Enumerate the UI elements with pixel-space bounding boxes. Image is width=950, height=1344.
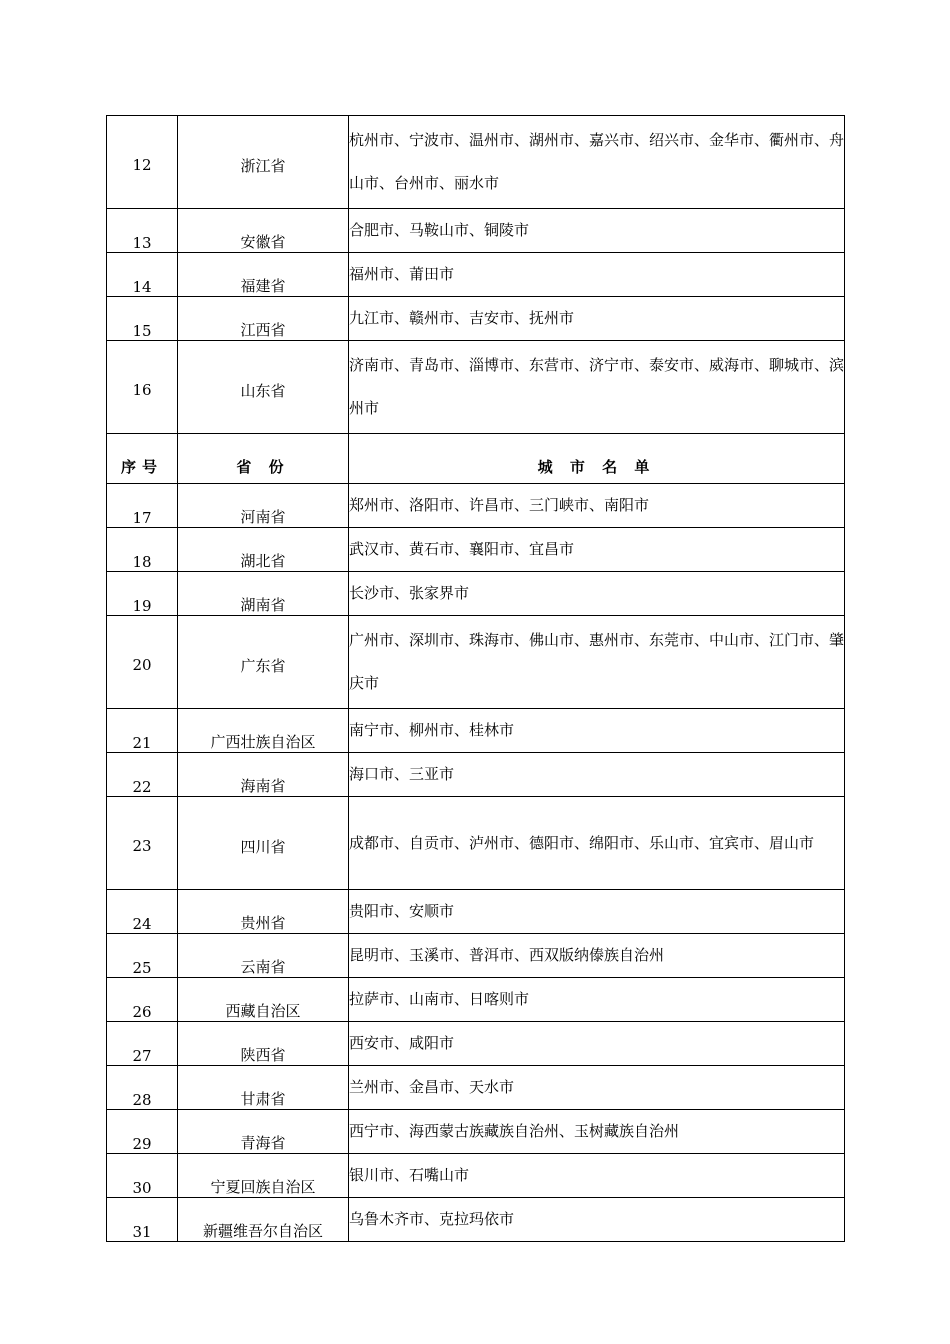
row-cities: 济南市、青岛市、淄博市、东营市、济宁市、泰安市、威海市、聊城市、滨州市 bbox=[349, 341, 845, 434]
row-cities: 九江市、赣州市、吉安市、抚州市 bbox=[349, 297, 845, 341]
table-row bbox=[107, 1022, 845, 1066]
row-cities: 武汉市、黄石市、襄阳市、宜昌市 bbox=[349, 528, 845, 572]
row-province: 湖北省 bbox=[178, 528, 349, 572]
row-index: 16 bbox=[107, 341, 178, 434]
row-cities: 贵阳市、安顺市 bbox=[349, 890, 845, 934]
row-cities: 福州市、莆田市 bbox=[349, 253, 845, 297]
table-row bbox=[107, 797, 845, 890]
city-list-table bbox=[106, 115, 845, 1242]
table-row bbox=[107, 116, 845, 209]
table-row bbox=[107, 616, 845, 709]
row-province: 青海省 bbox=[178, 1110, 349, 1154]
row-cities: 银川市、石嘴山市 bbox=[349, 1154, 845, 1198]
row-province: 浙江省 bbox=[178, 116, 349, 209]
table-row bbox=[107, 978, 845, 1022]
table-row bbox=[107, 890, 845, 934]
table-row bbox=[107, 209, 845, 253]
row-province: 海南省 bbox=[178, 753, 349, 797]
row-province: 新疆维吾尔自治区 bbox=[178, 1198, 349, 1242]
table-body-after-header bbox=[107, 484, 845, 1242]
row-index: 14 bbox=[107, 253, 178, 297]
table-body-before-header bbox=[107, 116, 845, 434]
row-province: 安徽省 bbox=[178, 209, 349, 253]
row-index: 24 bbox=[107, 890, 178, 934]
table-header-row bbox=[107, 434, 845, 484]
header-province: 省 份 bbox=[178, 434, 349, 484]
table-row bbox=[107, 1198, 845, 1242]
row-province: 山东省 bbox=[178, 341, 349, 434]
row-cities: 拉萨市、山南市、日喀则市 bbox=[349, 978, 845, 1022]
table-row bbox=[107, 1110, 845, 1154]
row-cities: 成都市、自贡市、泸州市、德阳市、绵阳市、乐山市、宜宾市、眉山市 bbox=[349, 797, 845, 890]
table-row bbox=[107, 484, 845, 528]
row-index: 25 bbox=[107, 934, 178, 978]
table-row bbox=[107, 1066, 845, 1110]
row-cities: 乌鲁木齐市、克拉玛依市 bbox=[349, 1198, 845, 1242]
table-row bbox=[107, 1154, 845, 1198]
row-cities: 合肥市、马鞍山市、铜陵市 bbox=[349, 209, 845, 253]
row-cities: 郑州市、洛阳市、许昌市、三门峡市、南阳市 bbox=[349, 484, 845, 528]
row-province: 甘肃省 bbox=[178, 1066, 349, 1110]
row-province: 云南省 bbox=[178, 934, 349, 978]
row-index: 30 bbox=[107, 1154, 178, 1198]
table-row bbox=[107, 253, 845, 297]
row-index: 18 bbox=[107, 528, 178, 572]
row-province: 宁夏回族自治区 bbox=[178, 1154, 349, 1198]
row-index: 29 bbox=[107, 1110, 178, 1154]
row-province: 贵州省 bbox=[178, 890, 349, 934]
row-province: 广西壮族自治区 bbox=[178, 709, 349, 753]
row-index: 17 bbox=[107, 484, 178, 528]
row-index: 13 bbox=[107, 209, 178, 253]
table-row bbox=[107, 934, 845, 978]
row-cities: 西宁市、海西蒙古族藏族自治州、玉树藏族自治州 bbox=[349, 1110, 845, 1154]
row-index: 31 bbox=[107, 1198, 178, 1242]
row-index: 12 bbox=[107, 116, 178, 209]
header-cities: 城 市 名 单 bbox=[349, 434, 845, 484]
row-cities: 昆明市、玉溪市、普洱市、西双版纳傣族自治州 bbox=[349, 934, 845, 978]
table-row bbox=[107, 341, 845, 434]
header-index: 序号 bbox=[107, 434, 178, 484]
row-province: 河南省 bbox=[178, 484, 349, 528]
row-index: 15 bbox=[107, 297, 178, 341]
table-row bbox=[107, 528, 845, 572]
row-index: 19 bbox=[107, 572, 178, 616]
row-cities: 海口市、三亚市 bbox=[349, 753, 845, 797]
row-province: 西藏自治区 bbox=[178, 978, 349, 1022]
table-row bbox=[107, 297, 845, 341]
row-index: 26 bbox=[107, 978, 178, 1022]
table-row bbox=[107, 709, 845, 753]
row-province: 广东省 bbox=[178, 616, 349, 709]
table-header-group bbox=[107, 434, 845, 484]
row-province: 湖南省 bbox=[178, 572, 349, 616]
row-index: 22 bbox=[107, 753, 178, 797]
row-cities: 南宁市、柳州市、桂林市 bbox=[349, 709, 845, 753]
row-cities: 广州市、深圳市、珠海市、佛山市、惠州市、东莞市、中山市、江门市、肇庆市 bbox=[349, 616, 845, 709]
row-province: 江西省 bbox=[178, 297, 349, 341]
row-index: 28 bbox=[107, 1066, 178, 1110]
row-province: 四川省 bbox=[178, 797, 349, 890]
row-index: 23 bbox=[107, 797, 178, 890]
row-province: 福建省 bbox=[178, 253, 349, 297]
row-cities: 西安市、咸阳市 bbox=[349, 1022, 845, 1066]
row-index: 20 bbox=[107, 616, 178, 709]
row-cities: 兰州市、金昌市、天水市 bbox=[349, 1066, 845, 1110]
table-row bbox=[107, 753, 845, 797]
row-index: 21 bbox=[107, 709, 178, 753]
row-cities: 杭州市、宁波市、温州市、湖州市、嘉兴市、绍兴市、金华市、衢州市、舟山市、台州市、丽水市 bbox=[349, 116, 845, 209]
row-province: 陕西省 bbox=[178, 1022, 349, 1066]
row-index: 27 bbox=[107, 1022, 178, 1066]
row-cities: 长沙市、张家界市 bbox=[349, 572, 845, 616]
table-row bbox=[107, 572, 845, 616]
